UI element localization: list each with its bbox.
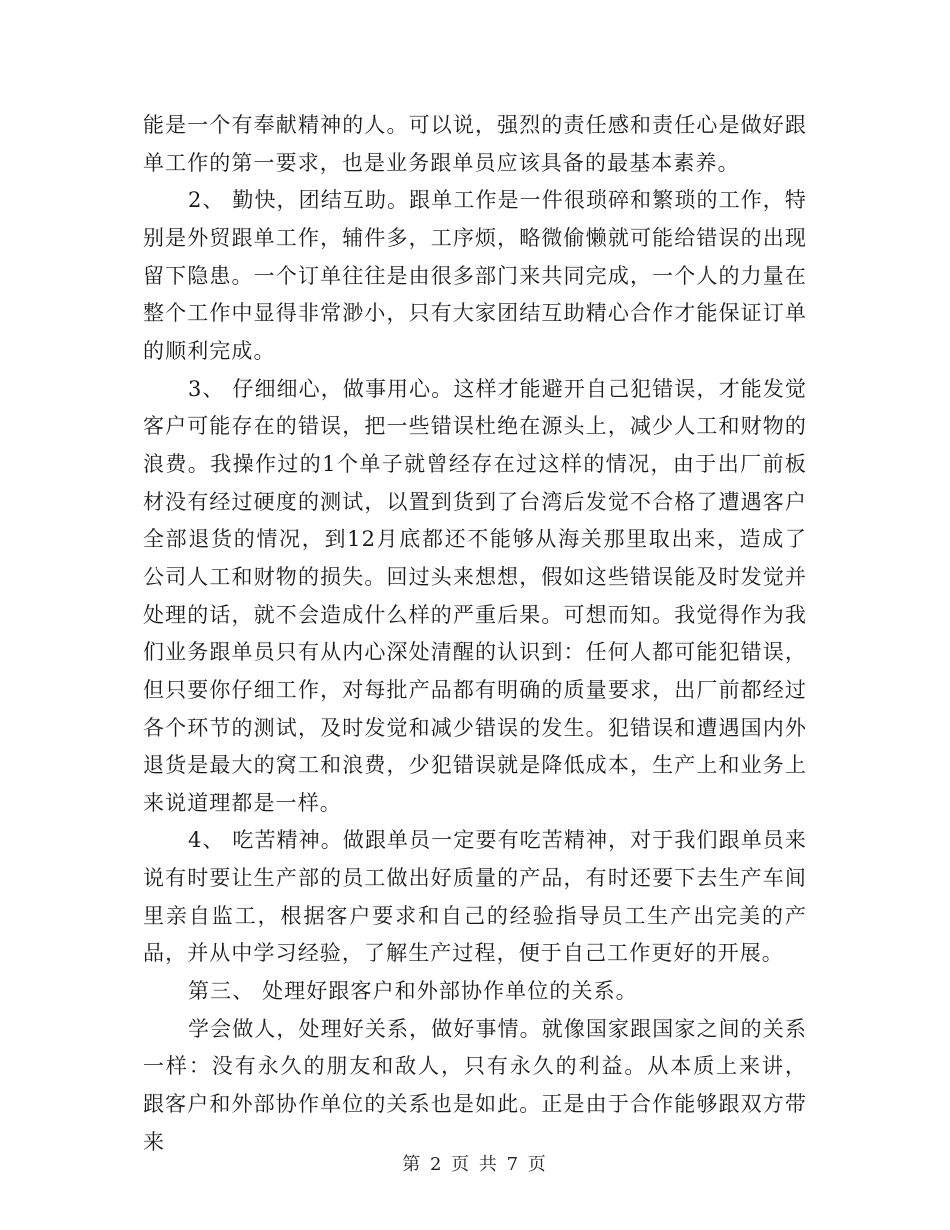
document-body <box>143 107 807 1161</box>
page-footer: 第 2 页 共 7 页 <box>402 1154 548 1175</box>
section-heading: 第三、 处理好跟客户和外部协作单位的关系。 <box>188 979 638 1004</box>
paragraph-5: 学会做人，处理好关系，做好事情。就像国家跟国家之间的关系一样：没有永久的朋友和敌人，只有永久的利益。从本质上来讲， 跟客户和外部协作单位的关系也是如此。正是由于合作能够跟双方带来 <box>143 1016 807 1154</box>
paragraph-4: 4、 吃苦精神。做跟单员一定要有吃苦精神，对于我们跟单员来说有时要让生产部的员工做出好质量的产品，有时还要下去生产车间里亲自监工，根据客户要求和自己的经验指导员工生产出完美的产品，并从中学习经验，了解生产过程，便于自己工作更好的开展。 <box>143 828 807 966</box>
paragraph-3: 3、 仔细细心，做事用心。这样才能避开自己犯错误，才能发觉客户可能存在的错误，把一些错误杜绝在源头上，减少人工和财物的浪费。我操作过的1个单子就曾经存在过这样的情况，由于出厂前板材没有经过硬度的测试，以置到货到了台湾后发觉不合格了遭遇客户全部退货的情况，到12月底都还不能够从海关那里取出来，造成了公司人工和财物的损失。回过头来想想，假如这些错误能及时发觉并处理的话，就不会造成什么样的严重后果。可想而知。我觉得作为我们业务跟单员只有从内心深处清醒的认识到：任何人都可能犯错误，但只要你仔细工作，对每批产品都有明确的质量要求，出厂前都经过各个环节的测试，及时发觉和减少错误的发生。犯错误和遭遇国内外退货是最大的窝工和浪费，少犯错误就是降低成本，生产上和业务上来说道理都是一样。 <box>143 376 807 815</box>
paragraph-2: 2、 勤快，团结互助。跟单工作是一件很琐碎和繁琐的工作，特别是外贸跟单工作，辅件多，工序烦，略微偷懒就可能给错误的出现留下隐患。一个订单往往是由很多部门来共同完成，一个人的力量在整个工作中显得非常渺小，只有大家团结互助精心合作才能保证订单的顺利完成。 <box>143 188 807 363</box>
paragraph-1: 能是一个有奉献精神的人。可以说，强烈的责任感和责任心是做好跟单工作的第一要求，也是业务跟单员应该具备的最基本素养。 <box>143 113 807 175</box>
